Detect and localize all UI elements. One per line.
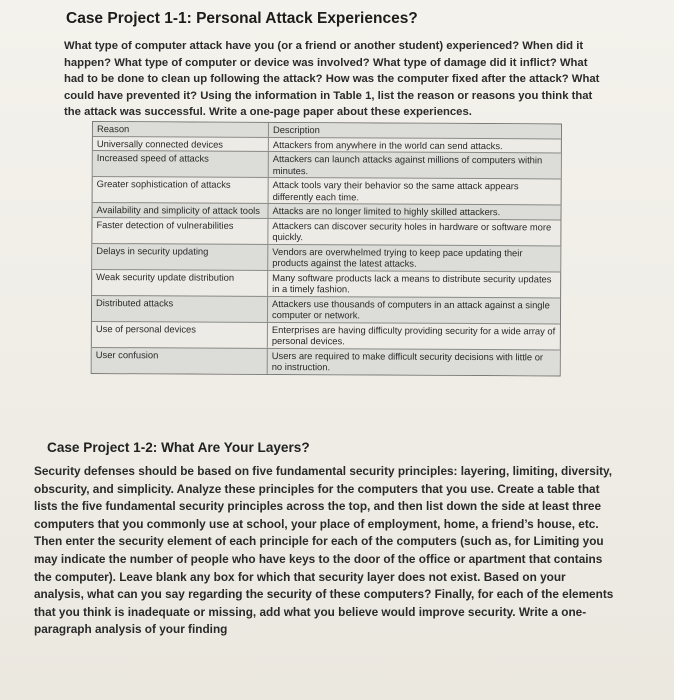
description-cell: Users are required to make difficult security decisions with little or no instruction. [271,349,544,373]
reason-cell: Weak security update distribution [92,270,268,296]
table-row [92,347,560,375]
header-reason: Reason [93,122,269,136]
table-row [92,217,560,245]
reason-cell: Delays in security updating [92,244,268,270]
reason-cell: User confusion [92,348,268,374]
description-cell: Attackers can launch attacks against millions of computers within minutes. [272,152,543,176]
reason-cell: Increased speed of attacks [93,151,269,177]
reason-cell: Faster detection of vulnerabilities [92,218,268,244]
reason-cell: Use of personal devices [92,322,268,348]
table-row [92,321,560,349]
description-cell: Attackers can discover security holes in hardware or software more quickly. [272,219,552,243]
reasons-table [91,121,562,376]
description-cell: Attacks are no longer limited to highly skilled attackers. [272,204,501,218]
case-project-1-2-title: Case Project 1-2: What Are Your Layers? [47,440,310,455]
description-cell: Enterprises are having difficulty providing security for a wide array of personal devices. [271,323,556,347]
reason-cell: Distributed attacks [92,296,268,322]
table-row [92,243,560,271]
table-header-row [93,122,561,138]
reason-cell: Universally connected devices [93,137,269,151]
description-cell: Attackers use thousands of computers in an attack against a single computer or network. [271,297,550,321]
description-cell: Attackers from anywhere in the world can send attacks. [272,138,503,151]
table-row [93,136,561,153]
table-row [92,202,560,219]
description-cell: Many software products lack a means to distribute security updates in a timely fashion. [272,271,552,295]
case-project-1-2-body: Security defenses should be based on five fundamental security principles: layering, limiting, diversity, obscurity, and simplicity. Analyze these principles for the computers that you use. Create a table that lists the five fundamental security principles across the top, and then list down the side at least three computers that you commonly use at school, your place of employment, home, a friend’s house, etc. Then enter the security element of each principle for each of the computers (such as, for Limiting you may indicate the number of people who have keys to the door of the office or apartment that contains the computer). Leave blank any box for which that security layer does not exist. Based on your analysis, what can you say regarding the security of these computers? Finally, for each of the elements that you think is inadequate or missing, add what you believe would improve security. Write a one-paragraph analysis of your finding [34,464,614,637]
reason-cell: Availability and simplicity of attack tools [92,203,268,217]
table-row [93,150,561,178]
case-project-1-1-title: Case Project 1-1: Personal Attack Experiences? [66,10,418,27]
description-cell: Vendors are overwhelmed trying to keep pace updating their products against the latest attacks. [272,245,523,269]
description-cell: Attack tools vary their behavior so the same attack appears differently each time. [272,178,519,202]
case-project-1-1-body: What type of computer attack have you (or a friend or another student) experienced? When did it happen? What type of computer or device was involved? What type of damage did it inflict? What had to be done to clean up following the attack? How was the computer fixed after the attack? What could have prevented it? Using the information in Table 1, list the reason or reasons you think that the attack was successful. Write a one-page paper about these experiences. [64,40,600,118]
table-row [92,295,560,323]
header-description: Description [272,123,320,136]
table-row [93,176,561,204]
table-row [92,269,560,297]
reason-cell: Greater sophistication of attacks [93,177,269,203]
